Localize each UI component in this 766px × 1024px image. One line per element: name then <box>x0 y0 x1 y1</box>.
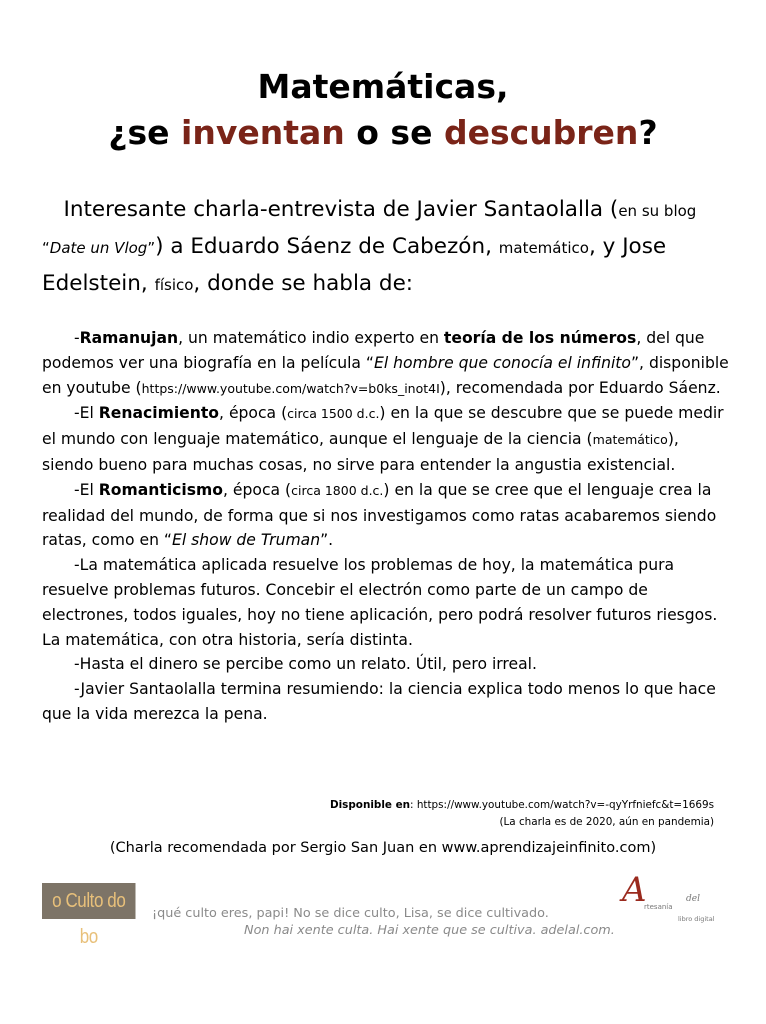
available-date-note: (La charla es de 2020, aún en pandemia) <box>499 816 714 828</box>
available-url[interactable]: : https://www.youtube.com/watch?v=-qyYrfniefc&t=1669s <box>410 799 714 811</box>
title-mid: o se <box>344 113 444 152</box>
text: , del que podemos ver una biografía en la película “ <box>42 329 705 372</box>
topic-keyword: Ramanujan <box>79 329 179 347</box>
text: ”. <box>320 531 334 550</box>
topic-romanticismo <box>42 478 732 553</box>
topic-keyword: teoría de los números <box>443 329 637 347</box>
topic-applied-math: -La matemática aplicada resuelve los problemas de hoy, la matemática pura resuelve problemas futuros. Concebir el electrón como parte de un campo de electrones, todos iguales, hoy no tiene aplicación, pero podrá resolver futuros riesgos. La matemática, con otra historia, sería distinta. <box>42 556 718 649</box>
available-label: Disponible en <box>330 799 411 811</box>
artesania-logo <box>610 865 720 925</box>
movie-title: El show de Truman <box>172 531 321 550</box>
logo-big-letter: A <box>622 870 647 910</box>
title-word-inventan: inventan <box>181 113 345 152</box>
title-q-open: ¿se <box>108 113 182 152</box>
topic-ramanujan <box>42 326 732 401</box>
text: , época ( <box>219 404 288 423</box>
movie-title: El hombre que conocía el infinito <box>374 353 631 372</box>
intro-role-physicist: físico <box>154 276 194 294</box>
topic-keyword: Romanticismo <box>98 480 224 499</box>
intro-role-mathematician: matemático <box>498 239 589 257</box>
page-title <box>0 64 766 156</box>
youtube-link[interactable]: https://www.youtube.com/watch?v=b0ks_inot4I <box>141 380 440 396</box>
title-q-close: ? <box>638 113 658 152</box>
text: ”, disponible en youtube ( <box>42 353 729 397</box>
text: - <box>74 329 80 347</box>
intro-text: , y Jose Edelstein, <box>42 234 667 296</box>
small-note: matemático <box>592 432 668 448</box>
title-word-descubren: descubren <box>443 113 639 152</box>
availability-note <box>330 797 714 831</box>
intro-paragraph <box>42 192 732 303</box>
recommendation-line: (Charla recomendada por Sergio San Juan en www.aprendizajeinfinito.com) <box>109 840 657 856</box>
logo-del: del <box>686 894 700 904</box>
topics-list <box>42 326 732 727</box>
intro-quote-close: ” <box>147 239 156 257</box>
intro-text: Interesante charla-entrevista de Javier Santaolalla ( <box>63 197 619 222</box>
text: ) en la que se cree que el lenguaje crea la realidad del mundo, de forma que si nos investigamos como ratas acabaremos siendo ratas, como en “ <box>42 480 717 550</box>
logo-word: rtesanía <box>644 903 673 911</box>
text: -El <box>74 404 99 423</box>
intro-blog-prefix: en su blog “ <box>42 202 697 257</box>
intro-text: ) a Eduardo Sáenz de Cabezón, <box>155 234 499 259</box>
date-note: circa 1800 d.c. <box>291 482 384 498</box>
footer-quote-1: ¡qué culto eres, papi! No se dice culto, Lisa, se dice cultivado. <box>152 906 549 921</box>
text: ) en la que se descubre que se puede medir el mundo con lenguaje matemático, aunque el lenguaje de la ciencia ( <box>42 404 724 449</box>
footer-quote-2: Non hai xente culta. Hai xente que se cultiva. adelal.com. <box>244 923 615 938</box>
topic-money: -Hasta el dinero se percibe como un relato. Útil, pero irreal. <box>74 655 537 674</box>
text: -El <box>74 480 99 499</box>
text: , un matemático indio experto en <box>178 329 444 347</box>
topic-renacimiento <box>42 401 732 477</box>
logo-sub: libro digital <box>678 915 715 923</box>
text: ), siendo bueno para muchas cosas, no sirve para entender la angustia existencial. <box>42 430 679 474</box>
text: ), recomendada por Eduardo Sáenz. <box>439 378 721 397</box>
culto-logo: o Culto do bo <box>42 883 136 919</box>
intro-text: , donde se habla de: <box>193 271 414 296</box>
date-note: circa 1500 d.c. <box>287 406 380 422</box>
text: , época ( <box>223 480 292 499</box>
topic-keyword: Renacimiento <box>98 404 220 423</box>
title-line1: Matemáticas, <box>257 67 509 106</box>
intro-blog-name: Date un Vlog <box>49 239 148 257</box>
topic-conclusion: -Javier Santaolalla termina resumiendo: la ciencia explica todo menos lo que hace que la vida merezca la pena. <box>42 680 716 723</box>
